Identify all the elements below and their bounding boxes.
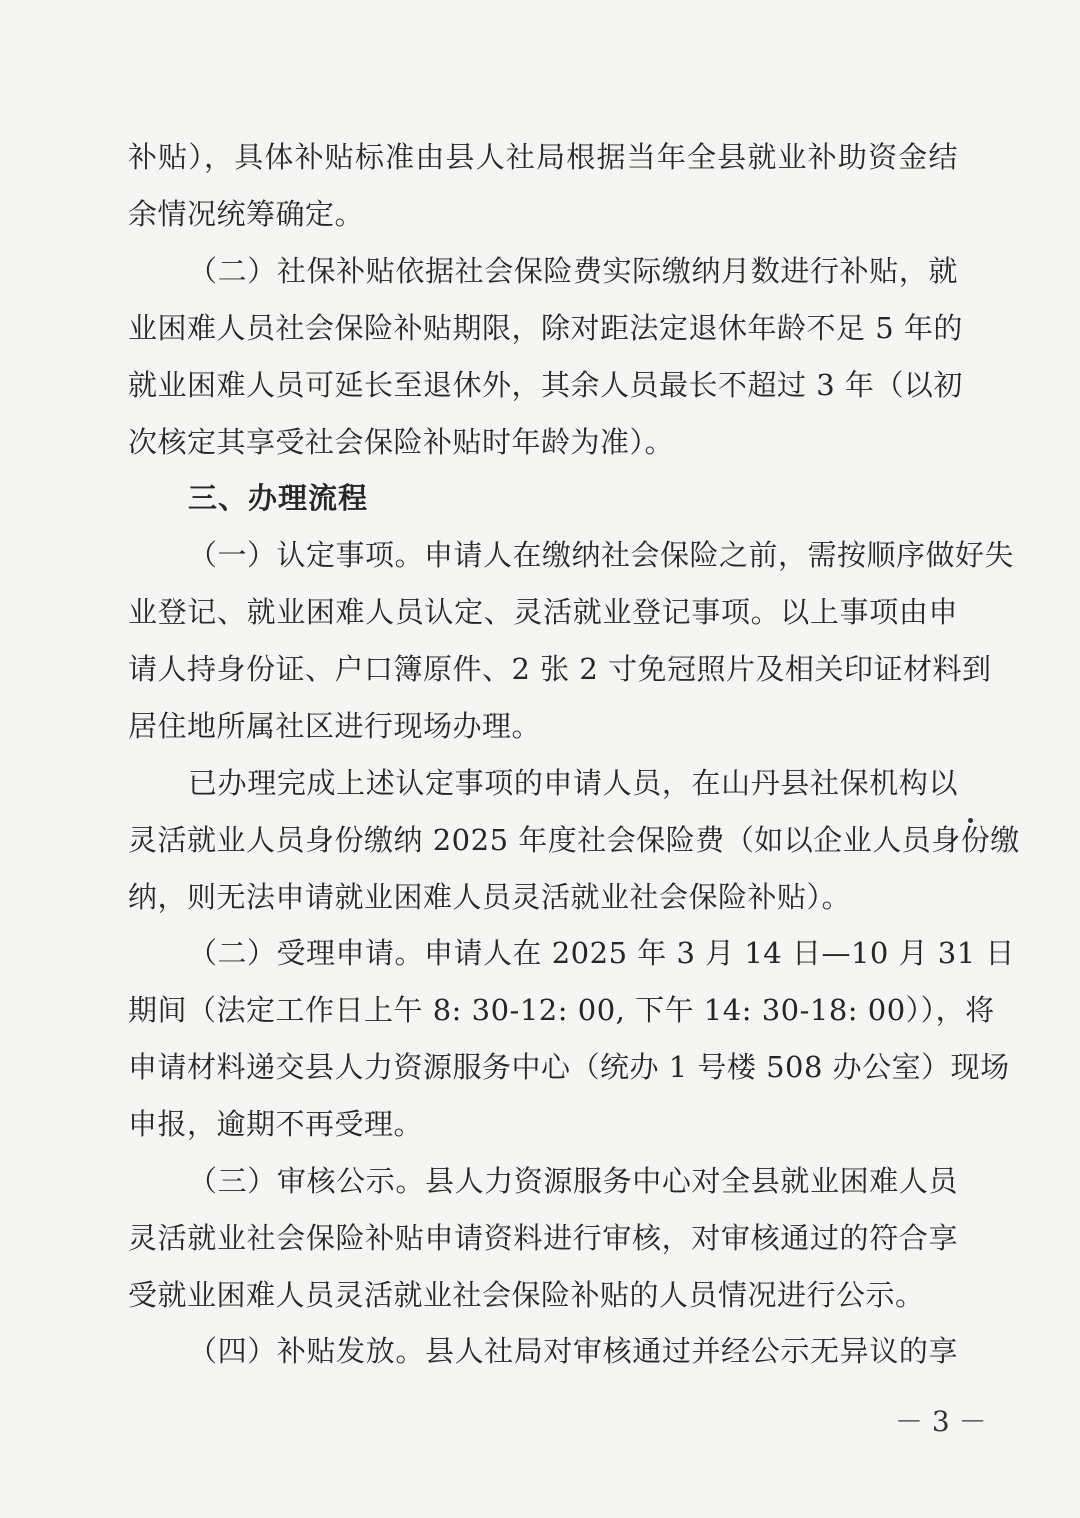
body-line-17: 申请材料递交县人力资源服务中心（统办 1 号楼 508 办公室）现场 — [128, 1050, 1010, 1084]
body-line-8: （一）认定事项。申请人在缴纳社会保险之前，需按顺序做好失 — [188, 538, 1015, 572]
section-heading: 三、办理流程 — [188, 481, 369, 515]
page-number: － 3 － — [895, 1405, 987, 1438]
body-line-12: 已办理完成上述认定事项的申请人员，在山丹县社保机构以 — [188, 766, 958, 800]
body-line-11: 居住地所属社区进行现场办理。 — [128, 709, 542, 743]
body-line-13: 灵活就业人员身份缴纳 2025 年度社会保险费（如以企业人员身份缴 — [128, 823, 1020, 857]
body-line-21: 受就业困难人员灵活就业社会保险补贴的人员情况进行公示。 — [128, 1278, 925, 1312]
body-line-14: 纳，则无法申请就业困难人员灵活就业社会保险补贴）。 — [128, 880, 852, 914]
body-line-9: 业登记、就业困难人员认定、灵活就业登记事项。以上事项由申 — [128, 595, 958, 629]
body-line-1: 补贴），具体补贴标准由县人社局根据当年全县就业补助资金结 — [128, 140, 958, 174]
body-line-19: （三）审核公示。县人力资源服务中心对全县就业困难人员 — [188, 1164, 958, 1198]
body-line-18: 申报，逾期不再受理。 — [128, 1107, 424, 1141]
body-line-20: 灵活就业社会保险补贴申请资料进行审核，对审核通过的符合享 — [128, 1221, 958, 1255]
body-line-16: 期间（法定工作日上午 8: 30-12: 00, 下午 14: 30-18: 00）），将 — [128, 993, 995, 1027]
body-line-3: （二）社保补贴依据社会保险费实际缴纳月数进行补贴，就 — [188, 254, 958, 288]
body-line-2: 余情况统筹确定。 — [128, 197, 365, 231]
body-line-10: 请人持身份证、户口簿原件、2 张 2 寸免冠照片及相关印证材料到 — [128, 652, 992, 686]
body-line-4: 业困难人员社会保险补贴期限，除对距法定退休年龄不足 5 年的 — [128, 311, 963, 345]
body-line-5: 就业困难人员可延长至退休外，其余人员最长不超过 3 年（以初 — [128, 368, 963, 402]
body-line-22: （四）补贴发放。县人社局对审核通过并经公示无异议的享 — [188, 1334, 958, 1368]
body-line-15: （二）受理申请。申请人在 2025 年 3 月 14 日—10 月 31 日 — [188, 936, 1015, 970]
body-line-6: 次核定其享受社会保险补贴时年龄为准）。 — [128, 425, 675, 459]
scan-dot-mark — [968, 818, 973, 823]
